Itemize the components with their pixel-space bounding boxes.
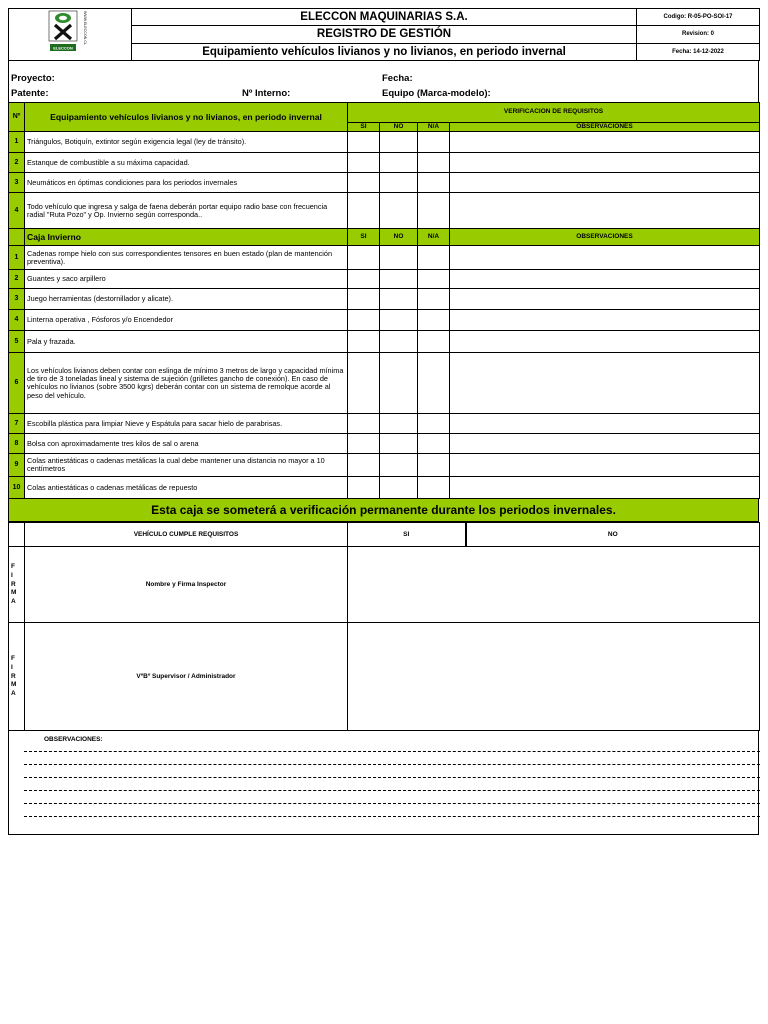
observation-line[interactable] — [24, 816, 760, 817]
observation-cell[interactable] — [450, 454, 760, 477]
item-number: 10 — [9, 477, 25, 499]
col-na-header: N/A — [418, 123, 450, 132]
na-cell[interactable] — [418, 270, 450, 289]
table-row — [9, 270, 760, 289]
logo-side-text: WWW.ELECCON.CL — [83, 11, 87, 45]
observation-line[interactable] — [24, 764, 760, 765]
no-cell[interactable] — [380, 132, 418, 153]
item-text: Colas antiestáticas o cadenas metálicas de repuesto — [25, 477, 348, 499]
inspector-signature-field[interactable] — [348, 547, 760, 623]
item-text: Colas antiestáticas o cadenas metálicas la cual debe mantener una distancia no mayor a 10 centímetros — [25, 454, 348, 477]
item-number: 4 — [9, 310, 25, 331]
document-subject: Equipamiento vehículos livianos y no livianos, en periodo invernal — [132, 43, 637, 60]
na-cell[interactable] — [418, 193, 450, 229]
equipo-label: Equipo (Marca-modelo): — [382, 88, 491, 99]
document-date: Fecha: 14-12-2022 — [637, 43, 760, 60]
verification-table — [8, 522, 760, 731]
observation-cell[interactable] — [450, 132, 760, 153]
no-cell[interactable] — [380, 310, 418, 331]
patente-label: Patente: — [11, 88, 49, 99]
item-number: 2 — [9, 270, 25, 289]
observations-section — [8, 731, 759, 835]
na-cell[interactable] — [418, 153, 450, 173]
no-cell[interactable] — [380, 353, 418, 414]
na-cell[interactable] — [418, 173, 450, 193]
inspector-signature-label: Nombre y Firma Inspector — [25, 547, 348, 623]
na-cell[interactable] — [418, 434, 450, 454]
no-cell[interactable] — [380, 477, 418, 499]
document-revision: Revision: 0 — [637, 26, 760, 43]
observation-cell[interactable] — [450, 353, 760, 414]
na-cell[interactable] — [418, 454, 450, 477]
table-row — [9, 132, 760, 153]
observation-cell[interactable] — [450, 270, 760, 289]
na-cell[interactable] — [418, 132, 450, 153]
item-number: 6 — [9, 353, 25, 414]
table-row — [9, 310, 760, 331]
item-number: 7 — [9, 414, 25, 434]
item-number: 2 — [9, 153, 25, 173]
item-number: 4 — [9, 193, 25, 229]
col-si-header: SI — [348, 123, 380, 132]
observation-cell[interactable] — [450, 153, 760, 173]
observation-line[interactable] — [24, 790, 760, 791]
firma-vertical-label: F I R M A — [9, 547, 25, 623]
complies-no-option[interactable]: NO — [466, 523, 760, 547]
no-cell[interactable] — [380, 193, 418, 229]
item-text: Linterna operativa , Fósforos y/o Encendedor — [25, 310, 348, 331]
si-cell[interactable] — [348, 454, 380, 477]
si-cell[interactable] — [348, 132, 380, 153]
inspection-form — [8, 8, 759, 835]
proyecto-label: Proyecto: — [11, 73, 55, 84]
observation-line[interactable] — [24, 777, 760, 778]
table-row — [9, 454, 760, 477]
section-na-header: N/A — [418, 229, 450, 246]
section-si-header: SI — [348, 229, 380, 246]
table-row — [9, 353, 760, 414]
no-cell[interactable] — [380, 173, 418, 193]
verification-header: VERIFICACION DE REQUISITOS — [348, 103, 760, 123]
item-number: 9 — [9, 454, 25, 477]
document-header — [8, 8, 760, 61]
item-number: 1 — [9, 246, 25, 270]
no-cell[interactable] — [380, 270, 418, 289]
observation-cell[interactable] — [450, 289, 760, 310]
no-cell[interactable] — [380, 246, 418, 270]
table-row — [9, 153, 760, 173]
na-cell[interactable] — [418, 477, 450, 499]
col-observations-header: OBSERVACIONES — [450, 123, 760, 132]
col-number-header: Nº — [9, 103, 25, 132]
si-cell[interactable] — [348, 153, 380, 173]
no-cell[interactable] — [380, 414, 418, 434]
item-text: Estanque de combustible a su máxima capacidad. — [25, 153, 348, 173]
logo-caption: ELECCON — [53, 45, 73, 51]
observation-cell[interactable] — [450, 477, 760, 499]
vehicle-complies-label: VEHÍCULO CUMPLE REQUISITOS — [25, 523, 348, 547]
company-name: ELECCON MAQUINARIAS S.A. — [132, 9, 637, 26]
fecha-label: Fecha: — [382, 73, 413, 84]
project-info — [8, 61, 759, 102]
observation-cell[interactable] — [450, 193, 760, 229]
item-text: Neumáticos en óptimas condiciones para los periodos invernales — [25, 173, 348, 193]
winter-box-banner: Esta caja se someterá a verificación permanente durante los periodos invernales. — [8, 499, 759, 522]
observation-cell[interactable] — [450, 246, 760, 270]
item-number: 3 — [9, 289, 25, 310]
no-cell[interactable] — [380, 153, 418, 173]
document-code: Codigo: R-05-PO-SOI-17 — [637, 9, 760, 26]
item-text: Juego herramientas (destornillador y alicate). — [25, 289, 348, 310]
observation-cell[interactable] — [450, 434, 760, 454]
item-text: Triángulos, Botiquín, extintor según exigencia legal (ley de tránsito). — [25, 132, 348, 153]
observation-cell[interactable] — [450, 414, 760, 434]
si-cell[interactable] — [348, 270, 380, 289]
observation-line[interactable] — [24, 751, 760, 752]
col-title-header: Equipamiento vehículos livianos y no livianos, en periodo invernal — [25, 103, 348, 132]
si-cell[interactable] — [348, 331, 380, 353]
table-row — [9, 246, 760, 270]
si-cell[interactable] — [348, 477, 380, 499]
item-number: 5 — [9, 331, 25, 353]
na-cell[interactable] — [418, 310, 450, 331]
eleccon-logo-icon — [45, 9, 95, 55]
si-cell[interactable] — [348, 289, 380, 310]
section-header-row — [9, 229, 760, 246]
no-cell[interactable] — [380, 289, 418, 310]
si-cell[interactable] — [348, 353, 380, 414]
item-text: Pala y frazada. — [25, 331, 348, 353]
observation-line[interactable] — [24, 803, 760, 804]
section-observations-header: OBSERVACIONES — [450, 229, 760, 246]
table-row — [9, 434, 760, 454]
na-cell[interactable] — [418, 331, 450, 353]
si-cell[interactable] — [348, 173, 380, 193]
si-cell[interactable] — [348, 246, 380, 270]
n-interno-label: Nº Interno: — [242, 88, 291, 99]
item-text: Cadenas rompe hielo con sus correspondientes tensores en buen estado (plan de mantención preventiva). — [25, 246, 348, 270]
table-row — [9, 477, 760, 499]
register-title: REGISTRO DE GESTIÓN — [132, 26, 637, 43]
na-cell[interactable] — [418, 246, 450, 270]
no-cell[interactable] — [380, 331, 418, 353]
firma-vertical-label: F I R M A — [9, 623, 25, 731]
company-logo — [9, 9, 132, 61]
item-number: 1 — [9, 132, 25, 153]
item-text: Escobilla plástica para limpiar Nieve y Espátula para sacar hielo de parabrisas. — [25, 414, 348, 434]
item-number: 3 — [9, 173, 25, 193]
checklist-table — [8, 102, 760, 499]
na-cell[interactable] — [418, 289, 450, 310]
supervisor-signature-label: VºBº Supervisor / Administrador — [25, 623, 348, 731]
no-cell[interactable] — [380, 434, 418, 454]
section-caja-invierno-title: Caja Invierno — [25, 229, 348, 246]
si-cell[interactable] — [348, 414, 380, 434]
table-row — [9, 173, 760, 193]
na-cell[interactable] — [418, 414, 450, 434]
observations-label: OBSERVACIONES: — [44, 736, 103, 744]
table-row — [9, 193, 760, 229]
observation-cell[interactable] — [450, 310, 760, 331]
na-cell[interactable] — [418, 353, 450, 414]
item-text: Guantes y saco arpillero — [25, 270, 348, 289]
item-text: Todo vehículo que ingresa y salga de faena deberán portar equipo radio base con frecuencia radial "Ruta Pozo" y Op. Invierno según corresponda.. — [25, 193, 348, 229]
item-text: Bolsa con aproximadamente tres kilos de sal o arena — [25, 434, 348, 454]
col-no-header: NO — [380, 123, 418, 132]
table-row — [9, 331, 760, 353]
observation-cell[interactable] — [450, 173, 760, 193]
item-text: Los vehículos livianos deben contar con eslinga de mínimo 3 metros de largo y capacidad mínima de tiro de 3 toneladas lineal y sistema de sujeción (grilletes gancho de conexión). En caso de vehículos no livianos (sobre 3500 kgrs) deberán contar con un sistema de remolque acorde al peso del vehículo. — [25, 353, 348, 414]
si-cell[interactable] — [348, 434, 380, 454]
item-number: 8 — [9, 434, 25, 454]
observation-cell[interactable] — [450, 331, 760, 353]
no-cell[interactable] — [380, 454, 418, 477]
complies-si-option[interactable]: SI — [348, 523, 466, 547]
table-row — [9, 414, 760, 434]
table-row — [9, 289, 760, 310]
section-no-header: NO — [380, 229, 418, 246]
si-cell[interactable] — [348, 193, 380, 229]
si-cell[interactable] — [348, 310, 380, 331]
supervisor-signature-field[interactable] — [348, 623, 760, 731]
